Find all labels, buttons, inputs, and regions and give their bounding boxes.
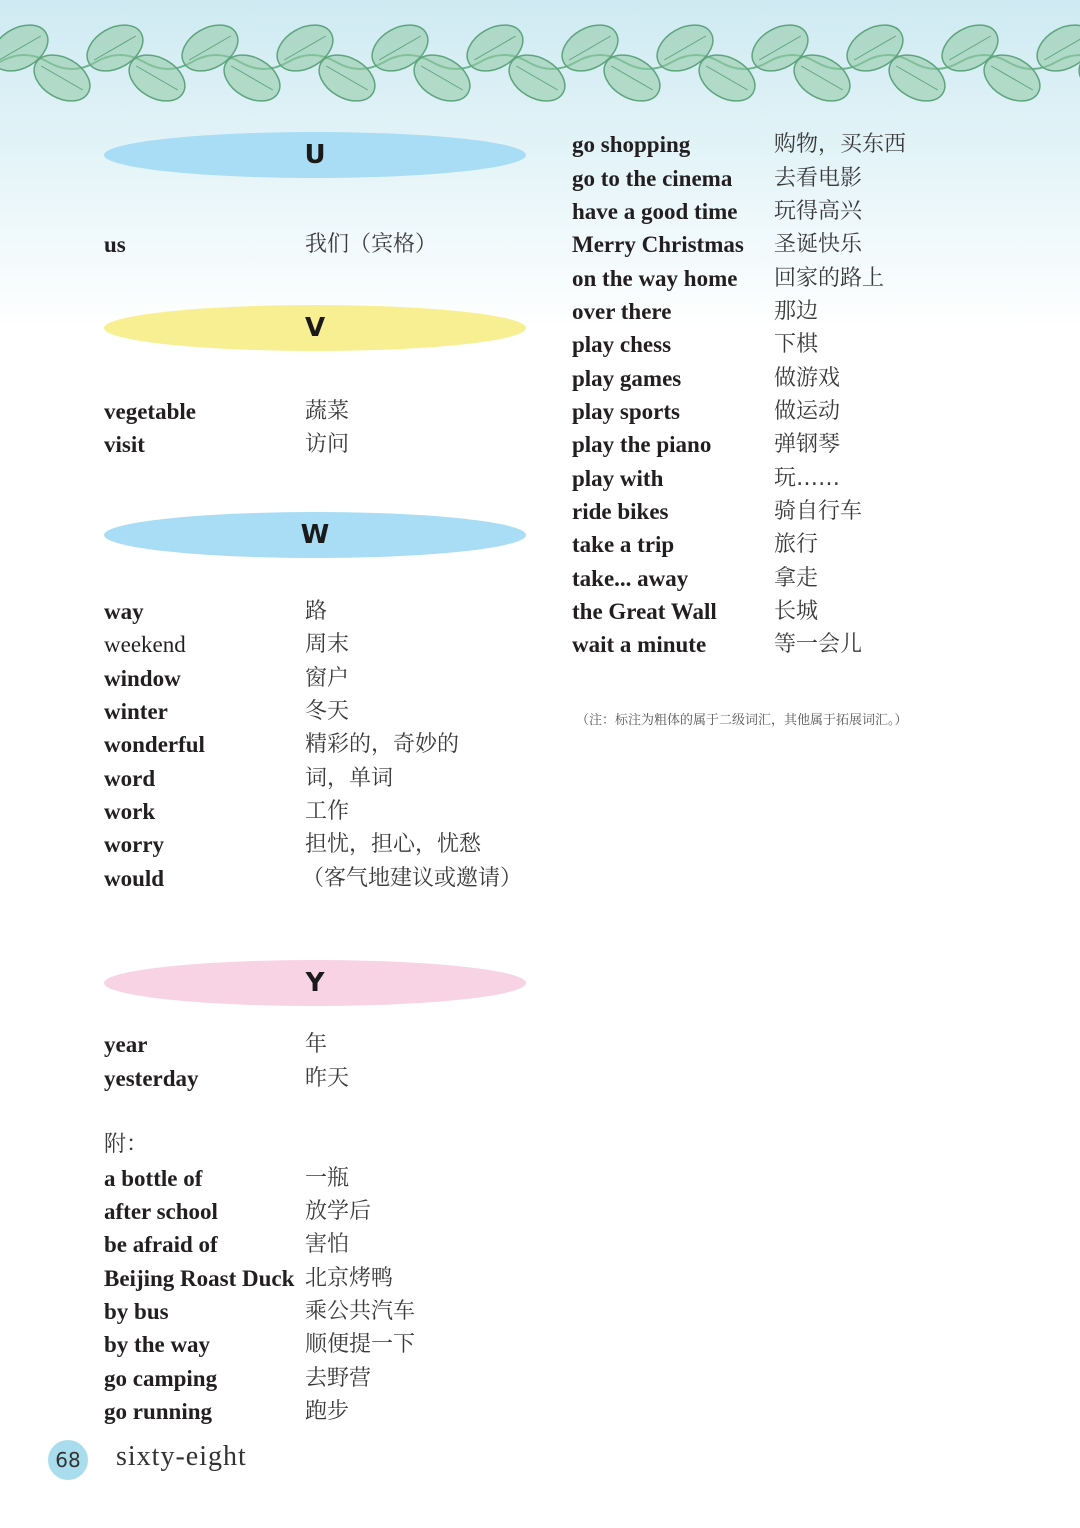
entry-chinese: 北京烤鸭 [305,1266,394,1291]
entry-chinese: 词，单词 [305,766,394,791]
entry-chinese: 访问 [305,432,350,457]
entry-english: Beijing Roast Duck [104,1266,295,1291]
entry-english: weekend [104,632,186,657]
entry-english: the Great Wall [572,599,717,624]
entry-english: window [104,666,181,691]
section-header-y [104,960,526,1006]
entry-chinese-wrapped: （客气地建议或邀请） [302,866,523,891]
vocabulary-note: （注：标注为粗体的属于二级词汇，其他属于拓展词汇。） [576,713,908,728]
entry-chinese: 旅行 [774,532,819,557]
entry-english: go shopping [572,132,691,157]
entry-english: a bottle of [104,1166,203,1191]
entry-english: winter [104,699,168,724]
entry-chinese: 骑自行车 [774,499,863,524]
entry-chinese: 冬天 [305,699,350,724]
entry-chinese: 工作 [305,799,350,824]
entry-chinese: 等一会儿 [774,632,863,657]
entry-english: year [104,1032,148,1057]
entry-chinese: 长城 [774,599,819,624]
entry-chinese: 放学后 [305,1199,372,1224]
appendix-label: 附： [104,1132,149,1157]
page-number-badge [48,1440,88,1480]
entry-english: would [104,866,165,891]
entry-chinese: 路 [305,599,328,624]
section-header-u [104,132,526,178]
entry-english: visit [104,432,145,457]
entry-chinese: 弹钢琴 [774,432,841,457]
entry-chinese: 跑步 [305,1399,350,1424]
entry-chinese: 担忧，担心，忧愁 [305,832,482,857]
entry-chinese: 回家的路上 [774,266,885,291]
entry-english: ride bikes [572,499,669,524]
entry-english: play sports [572,399,680,424]
entry-english: yesterday [104,1066,199,1091]
entry-chinese: 做运动 [774,399,841,424]
entry-chinese: 下棋 [774,332,819,357]
entry-english: over there [572,299,672,324]
entry-english: on the way home [572,266,738,291]
section-letter: Y [305,968,325,998]
entry-english: Merry Christmas [572,232,744,257]
entry-english: go camping [104,1366,218,1391]
entry-chinese: 乘公共汽车 [305,1299,416,1324]
entry-english: word [104,766,156,791]
entry-english: go running [104,1399,213,1424]
entry-english: us [104,232,126,257]
entry-chinese: 购物，买东西 [774,132,907,157]
entry-english: work [104,799,156,824]
section-letter: V [304,313,326,343]
section-letter: U [304,140,326,170]
entry-chinese: 周末 [305,632,350,657]
section-letter: W [300,520,330,550]
entry-english: be afraid of [104,1232,218,1257]
entry-chinese: 窗户 [305,666,350,691]
entry-chinese: 顺便提一下 [305,1332,416,1357]
entry-english: go to the cinema [572,166,733,191]
entry-chinese: 那边 [774,299,819,324]
entry-english: wonderful [104,732,205,757]
entry-english: worry [104,832,165,857]
entry-chinese: 年 [305,1032,328,1057]
entry-english: play the piano [572,432,712,457]
section-header-v [104,305,526,351]
entry-english: wait a minute [572,632,707,657]
entry-english: take... away [572,566,689,591]
entry-english: way [104,599,144,624]
entry-chinese: 圣诞快乐 [774,232,863,257]
entry-english: vegetable [104,399,196,424]
entry-chinese: 去看电影 [774,166,863,191]
entry-english: by the way [104,1332,211,1357]
entry-chinese: 去野营 [305,1366,372,1391]
entry-chinese: 昨天 [305,1066,350,1091]
page-number-words: sixty-eight [116,1441,247,1472]
entry-english: play games [572,366,682,391]
leaf-vine-banner [0,0,1080,120]
page-number: 68 [55,1448,81,1472]
section-header-w [104,512,526,558]
entry-chinese: 玩…… [774,466,841,491]
entry-chinese: 拿走 [774,566,819,591]
entry-chinese: 我们（宾格） [305,232,438,257]
entry-chinese: 玩得高兴 [774,199,863,224]
entry-chinese: 一瓶 [305,1166,350,1191]
entry-chinese: 做游戏 [774,366,841,391]
entry-chinese: 蔬菜 [305,399,350,424]
entry-english: by bus [104,1299,169,1324]
entry-english: play with [572,466,664,491]
entry-english: after school [104,1199,218,1224]
entry-chinese: 精彩的，奇妙的 [305,732,460,757]
entry-chinese: 害怕 [305,1232,350,1257]
entry-english: have a good time [572,199,738,224]
entry-english: take a trip [572,532,675,557]
leaf [1029,16,1080,81]
entry-english: play chess [572,332,672,357]
